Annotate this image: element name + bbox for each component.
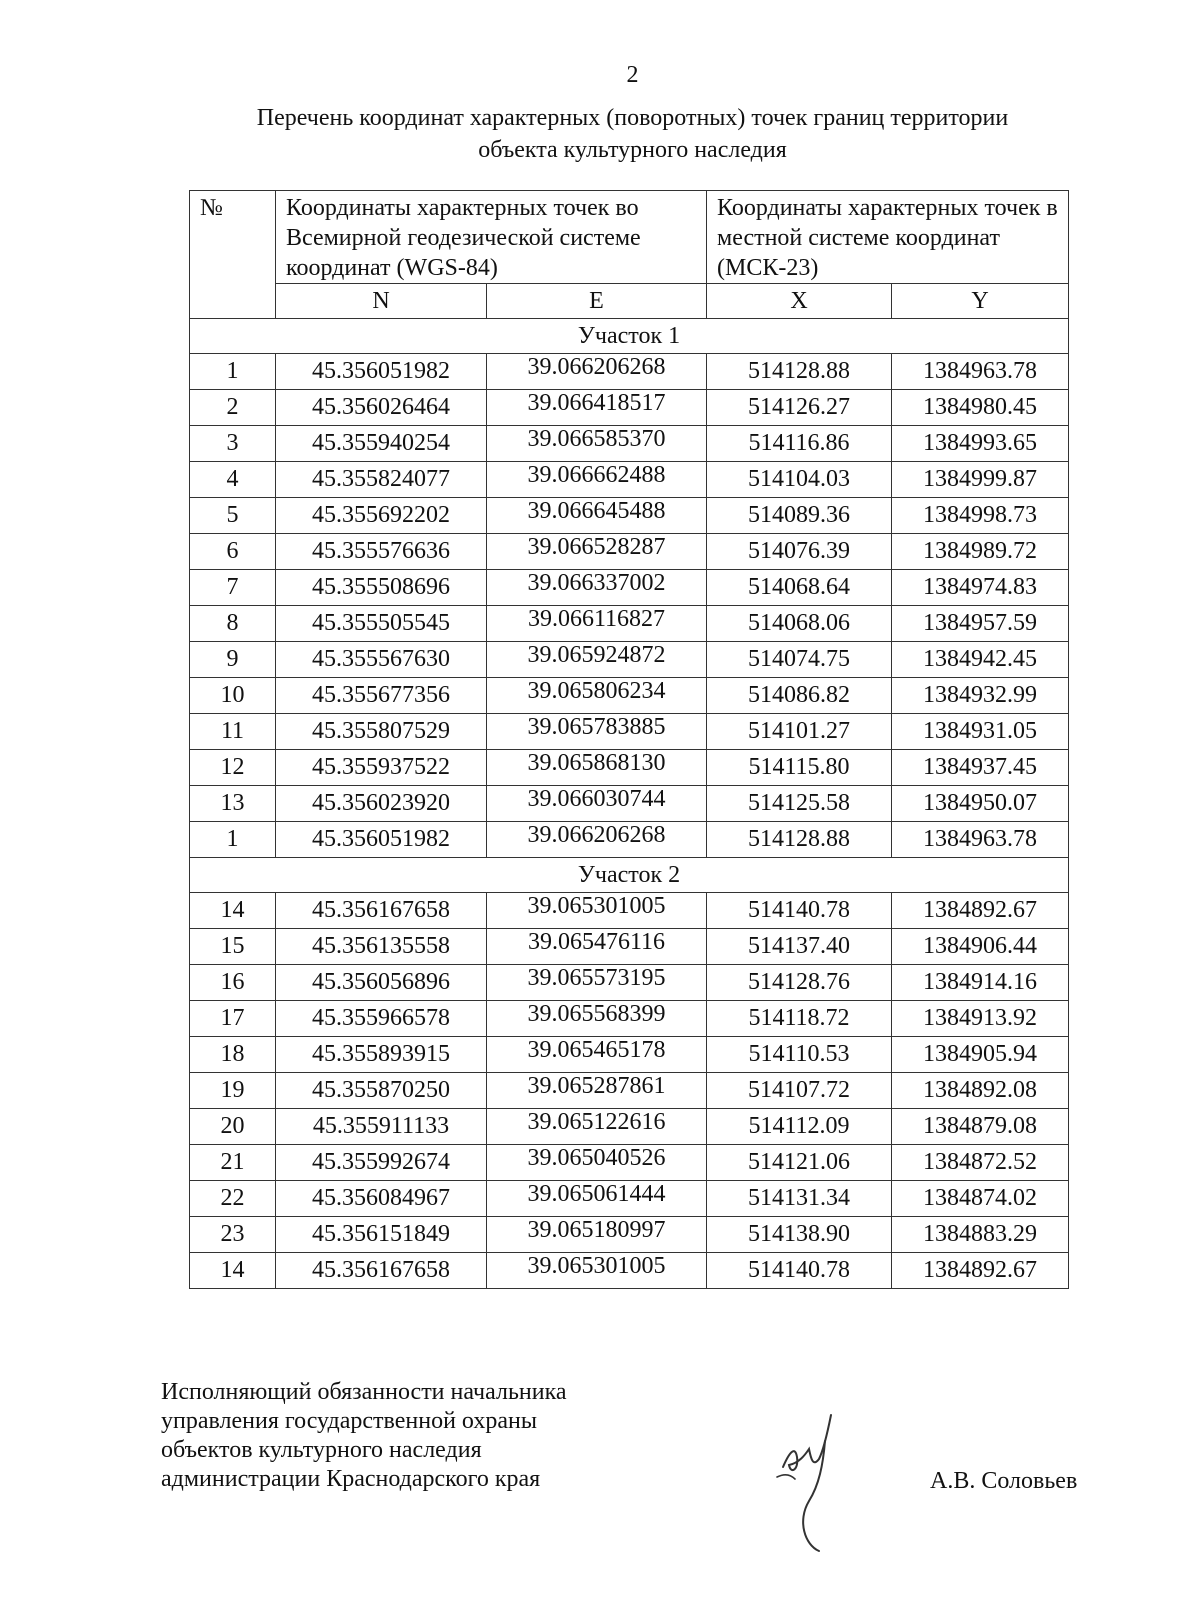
latitude-n-cell: 45.355870250 — [276, 1073, 487, 1109]
latitude-n-cell: 45.355966578 — [276, 1001, 487, 1037]
point-number-cell: 14 — [190, 893, 276, 929]
table-row — [190, 822, 1069, 858]
latitude-n-cell: 45.355677356 — [276, 678, 487, 714]
longitude-e-cell: 39.066206268 — [487, 350, 707, 386]
longitude-e-cell: 39.065465178 — [487, 1033, 707, 1069]
coord-x-cell: 514138.90 — [707, 1217, 892, 1253]
longitude-e-cell: 39.065040526 — [487, 1141, 707, 1177]
coord-y-cell: 1384905.94 — [892, 1037, 1069, 1073]
coord-x-cell: 514086.82 — [707, 678, 892, 714]
longitude-e-cell: 39.066585370 — [487, 422, 707, 458]
title-line-2: объекта культурного наследия — [478, 137, 787, 163]
coord-x-cell: 514101.27 — [707, 714, 892, 750]
longitude-e-cell: 39.065301005 — [487, 889, 707, 925]
coord-y-cell: 1384931.05 — [892, 714, 1069, 750]
latitude-n-cell: 45.355505545 — [276, 606, 487, 642]
coord-y-cell: 1384932.99 — [892, 678, 1069, 714]
coord-x-cell: 514115.80 — [707, 750, 892, 786]
coord-y-cell: 1384998.73 — [892, 498, 1069, 534]
position-line: администрации Краснодарского края — [161, 1466, 541, 1492]
point-number-cell: 16 — [190, 965, 276, 1001]
point-number-cell: 23 — [190, 1217, 276, 1253]
coord-y-cell: 1384942.45 — [892, 642, 1069, 678]
table-row — [190, 534, 1069, 570]
point-number-cell: 2 — [190, 390, 276, 426]
longitude-e-cell: 39.065573195 — [487, 961, 707, 997]
header-number: № — [190, 191, 276, 319]
coord-y-cell: 1384993.65 — [892, 426, 1069, 462]
latitude-n-cell: 45.356051982 — [276, 354, 487, 390]
coord-y-cell: 1384963.78 — [892, 822, 1069, 858]
table-row — [190, 1037, 1069, 1073]
coord-y-cell: 1384957.59 — [892, 606, 1069, 642]
coord-x-cell: 514125.58 — [707, 786, 892, 822]
coord-y-cell: 1384974.83 — [892, 570, 1069, 606]
table-row — [190, 1217, 1069, 1253]
table-row — [190, 606, 1069, 642]
point-number-cell: 14 — [190, 1253, 276, 1289]
coord-y-cell: 1384874.02 — [892, 1181, 1069, 1217]
longitude-e-cell: 39.065476116 — [487, 925, 707, 961]
table-row — [190, 929, 1069, 965]
table-row — [190, 354, 1069, 390]
coord-y-cell: 1384879.08 — [892, 1109, 1069, 1145]
coord-x-cell: 514074.75 — [707, 642, 892, 678]
longitude-e-cell: 39.065061444 — [487, 1177, 707, 1213]
longitude-e-cell: 39.066662488 — [487, 458, 707, 494]
page-number: 2 — [626, 62, 639, 88]
latitude-n-cell: 45.355692202 — [276, 498, 487, 534]
coord-y-cell: 1384883.29 — [892, 1217, 1069, 1253]
title-line-1: Перечень координат характерных (поворотных) точек границ территории — [256, 105, 1009, 131]
longitude-e-cell: 39.065287861 — [487, 1069, 707, 1105]
latitude-n-cell: 45.355893915 — [276, 1037, 487, 1073]
document-title — [0, 102, 1200, 166]
latitude-n-cell: 45.356167658 — [276, 893, 487, 929]
point-number-cell: 13 — [190, 786, 276, 822]
coord-y-cell: 1384914.16 — [892, 965, 1069, 1001]
table-row — [190, 750, 1069, 786]
latitude-n-cell: 45.355576636 — [276, 534, 487, 570]
latitude-n-cell: 45.355508696 — [276, 570, 487, 606]
coord-x-cell: 514107.72 — [707, 1073, 892, 1109]
header-msk23: Координаты характерных точек в местной системе координат (МСК-23) — [707, 191, 1069, 284]
section-row — [190, 319, 1069, 354]
point-number-cell: 12 — [190, 750, 276, 786]
point-number-cell: 4 — [190, 462, 276, 498]
latitude-n-cell: 45.356151849 — [276, 1217, 487, 1253]
table-row — [190, 570, 1069, 606]
latitude-n-cell: 45.355567630 — [276, 642, 487, 678]
coord-y-cell: 1384906.44 — [892, 929, 1069, 965]
longitude-e-cell: 39.065180997 — [487, 1213, 707, 1249]
coord-x-cell: 514140.78 — [707, 893, 892, 929]
coordinates-table — [189, 190, 1069, 1289]
longitude-e-cell: 39.066418517 — [487, 386, 707, 422]
longitude-e-cell: 39.065301005 — [487, 1249, 707, 1285]
coord-x-cell: 514131.34 — [707, 1181, 892, 1217]
coord-x-cell: 514121.06 — [707, 1145, 892, 1181]
signatory-position — [161, 1378, 567, 1494]
point-number-cell: 1 — [190, 354, 276, 390]
latitude-n-cell: 45.355937522 — [276, 750, 487, 786]
coord-y-cell: 1384892.67 — [892, 1253, 1069, 1289]
table-row — [190, 1145, 1069, 1181]
latitude-n-cell: 45.356135558 — [276, 929, 487, 965]
point-number-cell: 17 — [190, 1001, 276, 1037]
coord-x-cell: 514128.88 — [707, 354, 892, 390]
latitude-n-cell: 45.356084967 — [276, 1181, 487, 1217]
longitude-e-cell: 39.066030744 — [487, 782, 707, 818]
table-row — [190, 678, 1069, 714]
coord-x-cell: 514104.03 — [707, 462, 892, 498]
point-number-cell: 18 — [190, 1037, 276, 1073]
latitude-n-cell: 45.355807529 — [276, 714, 487, 750]
coord-x-cell: 514128.76 — [707, 965, 892, 1001]
coord-x-cell: 514140.78 — [707, 1253, 892, 1289]
point-number-cell: 9 — [190, 642, 276, 678]
coord-y-cell: 1384963.78 — [892, 354, 1069, 390]
table-row — [190, 1073, 1069, 1109]
table-body — [190, 319, 1069, 1289]
longitude-e-cell: 39.065806234 — [487, 674, 707, 710]
latitude-n-cell: 45.356051982 — [276, 822, 487, 858]
latitude-n-cell: 45.355824077 — [276, 462, 487, 498]
point-number-cell: 19 — [190, 1073, 276, 1109]
longitude-e-cell: 39.065122616 — [487, 1105, 707, 1141]
coord-y-cell: 1384950.07 — [892, 786, 1069, 822]
table-row — [190, 893, 1069, 929]
coord-x-cell: 514126.27 — [707, 390, 892, 426]
table-row — [190, 965, 1069, 1001]
coord-x-cell: 514089.36 — [707, 498, 892, 534]
point-number-cell: 22 — [190, 1181, 276, 1217]
table-row — [190, 714, 1069, 750]
latitude-n-cell: 45.356023920 — [276, 786, 487, 822]
coord-y-cell: 1384989.72 — [892, 534, 1069, 570]
longitude-e-cell: 39.066528287 — [487, 530, 707, 566]
table-row — [190, 390, 1069, 426]
coord-x-cell: 514076.39 — [707, 534, 892, 570]
longitude-e-cell: 39.065568399 — [487, 997, 707, 1033]
coord-x-cell: 514116.86 — [707, 426, 892, 462]
point-number-cell: 8 — [190, 606, 276, 642]
table-row — [190, 462, 1069, 498]
coord-x-cell: 514068.06 — [707, 606, 892, 642]
header-y: Y — [892, 284, 1069, 319]
table-row — [190, 426, 1069, 462]
coord-x-cell: 514112.09 — [707, 1109, 892, 1145]
coord-x-cell: 514110.53 — [707, 1037, 892, 1073]
section-title: Участок 1 — [190, 319, 1069, 354]
table-row — [190, 1109, 1069, 1145]
signer-name: А.В. Соловьев — [930, 1468, 1078, 1494]
point-number-cell: 1 — [190, 822, 276, 858]
point-number-cell: 11 — [190, 714, 276, 750]
coord-y-cell: 1384892.08 — [892, 1073, 1069, 1109]
longitude-e-cell: 39.065868130 — [487, 746, 707, 782]
point-number-cell: 6 — [190, 534, 276, 570]
coord-y-cell: 1384937.45 — [892, 750, 1069, 786]
latitude-n-cell: 45.355911133 — [276, 1109, 487, 1145]
coord-y-cell: 1384999.87 — [892, 462, 1069, 498]
point-number-cell: 5 — [190, 498, 276, 534]
longitude-e-cell: 39.066116827 — [487, 602, 707, 638]
coord-y-cell: 1384892.67 — [892, 893, 1069, 929]
coord-x-cell: 514137.40 — [707, 929, 892, 965]
handwritten-signature — [775, 1405, 855, 1555]
longitude-e-cell: 39.066206268 — [487, 818, 707, 854]
section-title: Участок 2 — [190, 858, 1069, 893]
point-number-cell: 10 — [190, 678, 276, 714]
table-row — [190, 1253, 1069, 1289]
table-row — [190, 786, 1069, 822]
position-line: управления государственной охраны — [161, 1408, 537, 1434]
longitude-e-cell: 39.065783885 — [487, 710, 707, 746]
point-number-cell: 15 — [190, 929, 276, 965]
coord-x-cell: 514118.72 — [707, 1001, 892, 1037]
position-line: объектов культурного наследия — [161, 1437, 482, 1463]
longitude-e-cell: 39.066645488 — [487, 494, 707, 530]
header-x: X — [707, 284, 892, 319]
section-row — [190, 858, 1069, 893]
table-row — [190, 642, 1069, 678]
position-line: Исполняющий обязанности начальника — [161, 1379, 567, 1405]
latitude-n-cell: 45.355992674 — [276, 1145, 487, 1181]
latitude-n-cell: 45.355940254 — [276, 426, 487, 462]
point-number-cell: 20 — [190, 1109, 276, 1145]
coord-y-cell: 1384913.92 — [892, 1001, 1069, 1037]
table-row — [190, 498, 1069, 534]
coord-x-cell: 514128.88 — [707, 822, 892, 858]
point-number-cell: 21 — [190, 1145, 276, 1181]
table-row — [190, 1001, 1069, 1037]
header-wgs84: Координаты характерных точек во Всемирной геодезической системе координат (WGS-84) — [276, 191, 707, 284]
longitude-e-cell: 39.065924872 — [487, 638, 707, 674]
header-e: E — [487, 284, 707, 319]
point-number-cell: 3 — [190, 426, 276, 462]
latitude-n-cell: 45.356056896 — [276, 965, 487, 1001]
latitude-n-cell: 45.356167658 — [276, 1253, 487, 1289]
coord-y-cell: 1384872.52 — [892, 1145, 1069, 1181]
table-row — [190, 1181, 1069, 1217]
header-n: N — [276, 284, 487, 319]
longitude-e-cell: 39.066337002 — [487, 566, 707, 602]
coord-y-cell: 1384980.45 — [892, 390, 1069, 426]
coord-x-cell: 514068.64 — [707, 570, 892, 606]
latitude-n-cell: 45.356026464 — [276, 390, 487, 426]
point-number-cell: 7 — [190, 570, 276, 606]
